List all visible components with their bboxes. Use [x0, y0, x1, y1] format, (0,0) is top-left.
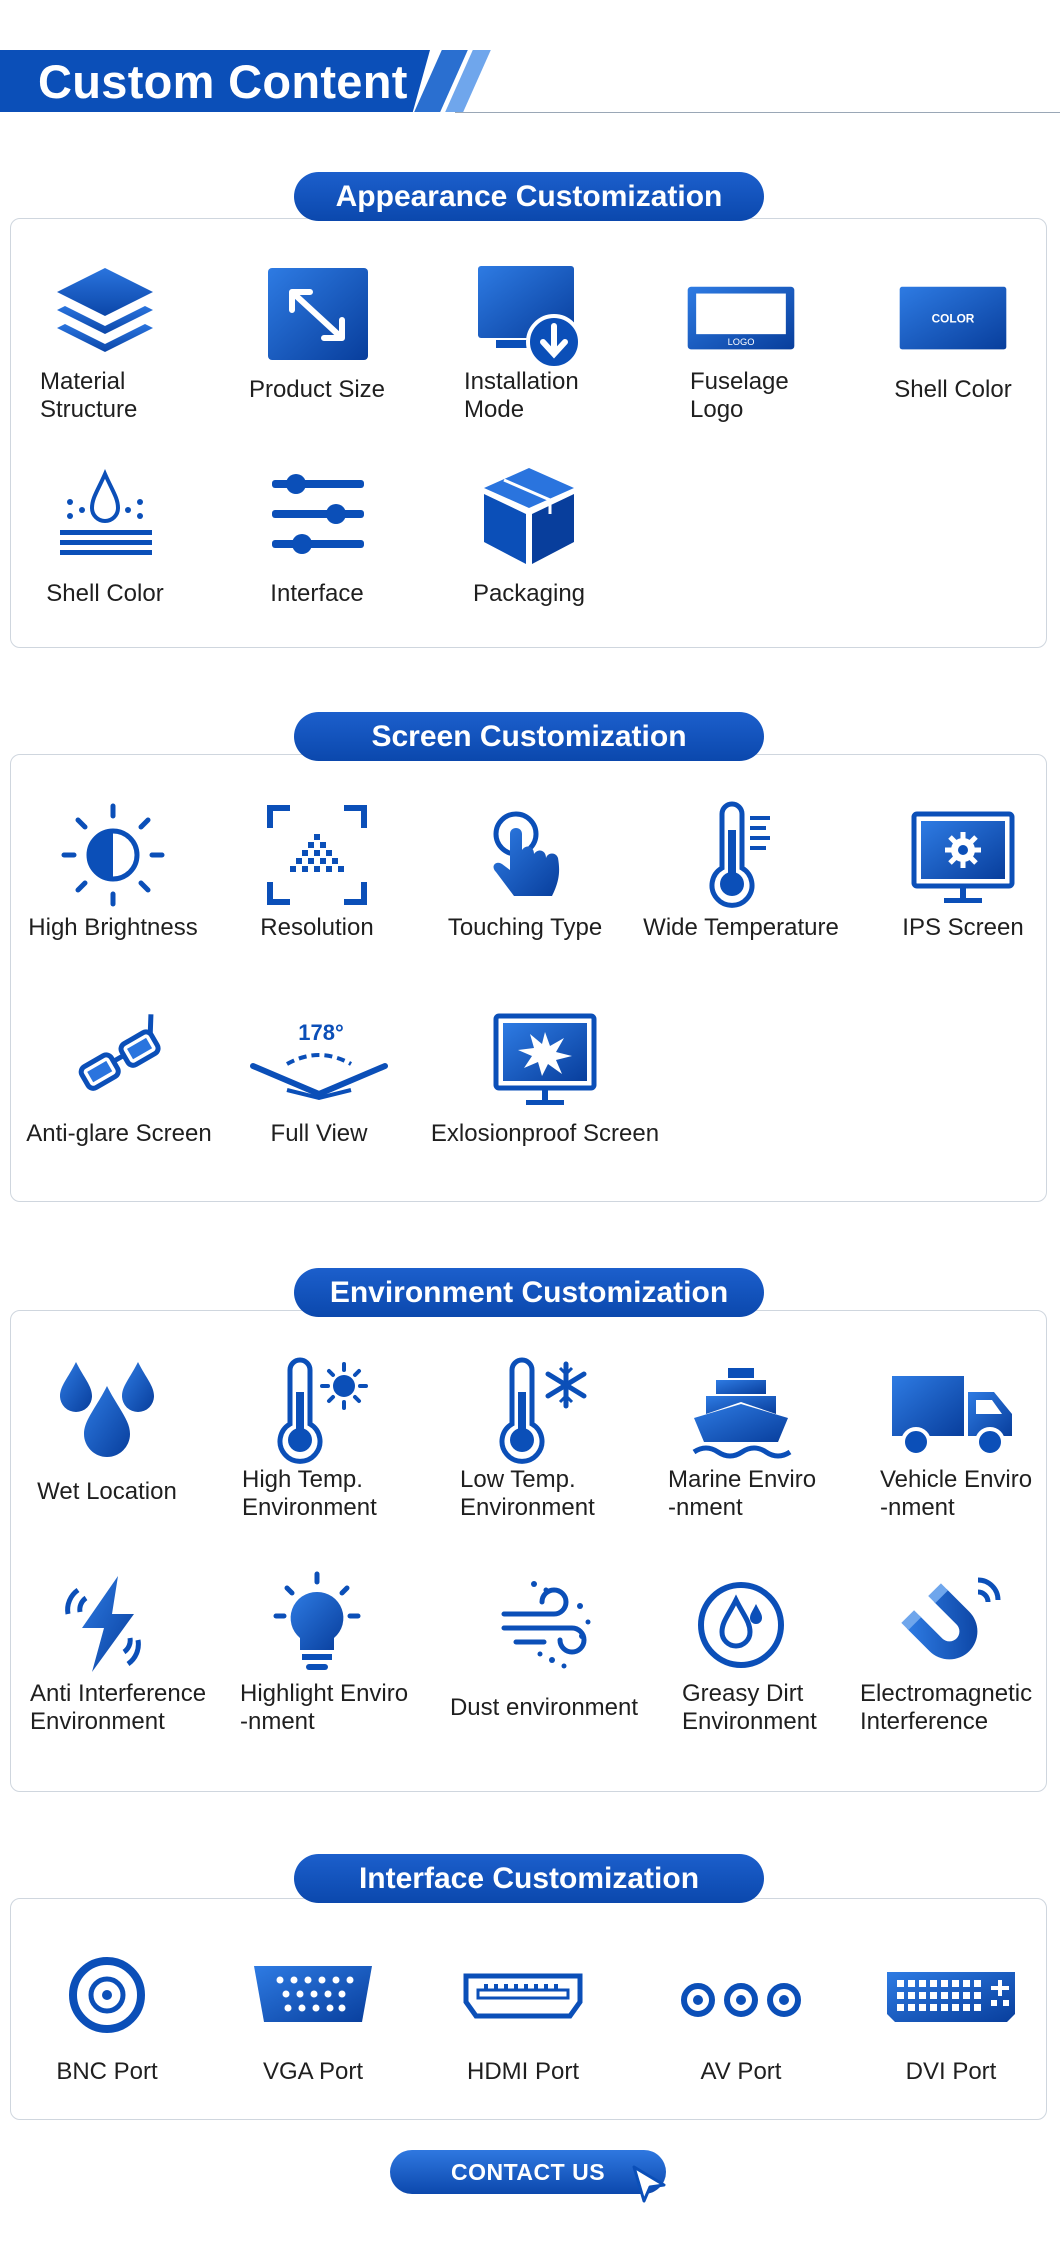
- magnet-icon: [898, 1570, 1008, 1680]
- hdmi-port-icon: [458, 1940, 588, 2050]
- item-full-view: [214, 1002, 424, 1148]
- item-label: Full View: [270, 1120, 368, 1147]
- water-drops-icon: [52, 1356, 162, 1466]
- thermometer-snowflake-icon: [486, 1356, 596, 1466]
- item-highlight-environment: [212, 1570, 422, 1736]
- layers-icon: [50, 258, 160, 368]
- item-label: BNC Port: [56, 2058, 158, 2085]
- water-drop-surface-icon: [50, 460, 160, 570]
- item-label: Shell Color: [46, 580, 164, 607]
- monitor-explosion-icon: [490, 1002, 600, 1112]
- touch-hand-icon: [470, 800, 580, 910]
- av-port-icon: [676, 1940, 806, 2050]
- item-product-size: [212, 258, 422, 404]
- oil-drop-circle-icon: [686, 1570, 796, 1680]
- item-bnc-port: [2, 1940, 212, 2086]
- item-label: Touching Type: [447, 914, 603, 941]
- item-low-temp: [436, 1356, 646, 1522]
- item-label: AV Port: [700, 2058, 782, 2085]
- item-fuselage-logo: [636, 258, 846, 424]
- item-shell-color-2: [0, 460, 210, 608]
- resolution-icon: [262, 800, 372, 910]
- item-material-structure: [0, 258, 210, 424]
- item-label: High Brightness: [28, 914, 198, 941]
- item-label: HDMI Port: [466, 2058, 579, 2085]
- item-label: Material Structure: [40, 368, 138, 423]
- item-label: Low Temp. Environment: [460, 1466, 595, 1521]
- item-installation-mode: [424, 258, 634, 424]
- item-dust-environment: [444, 1570, 654, 1722]
- angle-icon-text: 178°: [298, 1020, 344, 1045]
- item-label: Product Size: [248, 376, 386, 403]
- item-label: Wet Location: [37, 1478, 177, 1505]
- item-label: Fuselage Logo: [690, 368, 789, 423]
- item-high-brightness: [8, 800, 218, 942]
- item-anti-glare-screen: [14, 1002, 224, 1148]
- dvi-port-icon: [881, 1940, 1021, 2050]
- item-label: High Temp. Environment: [242, 1466, 377, 1521]
- logo-icon-text: LOGO: [727, 337, 755, 348]
- header-divider: [455, 112, 1060, 113]
- item-label: DVI Port: [905, 2058, 997, 2085]
- truck-icon: [888, 1356, 1018, 1466]
- item-label: Packaging: [472, 580, 586, 607]
- glasses-icon: [64, 1002, 174, 1112]
- bnc-port-icon: [52, 1940, 162, 2050]
- item-vehicle-environment: [848, 1356, 1058, 1522]
- item-label: Anti-glare Screen: [26, 1120, 212, 1147]
- cursor-arrow-icon: [630, 2163, 670, 2207]
- item-anti-interference: [2, 1570, 212, 1736]
- item-resolution: [212, 800, 422, 942]
- thermometer-icon: [686, 800, 796, 910]
- ship-icon: [686, 1356, 796, 1466]
- item-label: Electromagnetic Interference: [860, 1680, 1033, 1735]
- item-marine-environment: [636, 1356, 846, 1522]
- item-label: Shell Color: [894, 376, 1012, 403]
- item-label: Exlosionproof Screen: [430, 1120, 660, 1147]
- item-interface: [212, 460, 422, 608]
- monitor-download-icon: [474, 258, 584, 368]
- item-label: Anti Interference Environment: [30, 1680, 207, 1735]
- item-label: Greasy Dirt Environment: [682, 1680, 817, 1735]
- color-icon-text: COLOR: [931, 311, 975, 326]
- resize-icon: [262, 258, 372, 368]
- section-title-appearance: Appearance Customization: [294, 172, 764, 221]
- item-shell-color: [848, 258, 1058, 404]
- page-header: [0, 48, 1060, 114]
- item-label: IPS Screen: [902, 914, 1024, 941]
- item-label: Resolution: [260, 914, 374, 941]
- item-touching-type: [420, 800, 630, 942]
- item-dvi-port: [846, 1940, 1056, 2086]
- lightning-signal-icon: [52, 1570, 162, 1680]
- logo-frame-icon: [686, 258, 796, 368]
- item-label: Wide Temperature: [643, 914, 839, 941]
- contact-us-button[interactable]: CONTACT US: [390, 2150, 666, 2194]
- thermometer-sun-icon: [264, 1356, 374, 1466]
- section-title-screen: Screen Customization: [294, 712, 764, 761]
- item-label: Installation Mode: [464, 368, 579, 423]
- monitor-gear-icon: [908, 800, 1018, 910]
- light-bulb-icon: [262, 1570, 372, 1680]
- sun-half-icon: [58, 800, 168, 910]
- item-label: Vehicle Enviro -nment: [880, 1466, 1033, 1521]
- viewing-angle-icon: [249, 1002, 389, 1112]
- page-title: Custom Content: [38, 55, 408, 108]
- item-label: Interface: [270, 580, 364, 607]
- color-panel-icon: [898, 258, 1008, 368]
- item-explosionproof-screen: [430, 1002, 660, 1148]
- dust-wind-icon: [494, 1570, 604, 1680]
- item-label: VGA Port: [262, 2058, 364, 2085]
- item-label: Highlight Enviro -nment: [240, 1680, 409, 1735]
- item-vga-port: [208, 1940, 418, 2086]
- item-hdmi-port: [418, 1940, 628, 2086]
- item-label: Dust environment: [449, 1694, 639, 1721]
- item-wide-temperature: [636, 800, 846, 942]
- item-ips-screen: [858, 800, 1060, 942]
- section-title-environment: Environment Customization: [294, 1268, 764, 1317]
- box-icon: [474, 460, 584, 570]
- item-label: Marine Enviro -nment: [668, 1466, 817, 1521]
- vga-port-icon: [248, 1940, 378, 2050]
- sliders-icon: [262, 460, 372, 570]
- item-av-port: [636, 1940, 846, 2086]
- item-greasy-dirt: [636, 1570, 846, 1736]
- section-title-interface: Interface Customization: [294, 1854, 764, 1903]
- item-packaging: [424, 460, 634, 608]
- item-electromagnetic-interference: [848, 1570, 1058, 1736]
- item-wet-location: [2, 1356, 212, 1506]
- item-high-temp: [214, 1356, 424, 1522]
